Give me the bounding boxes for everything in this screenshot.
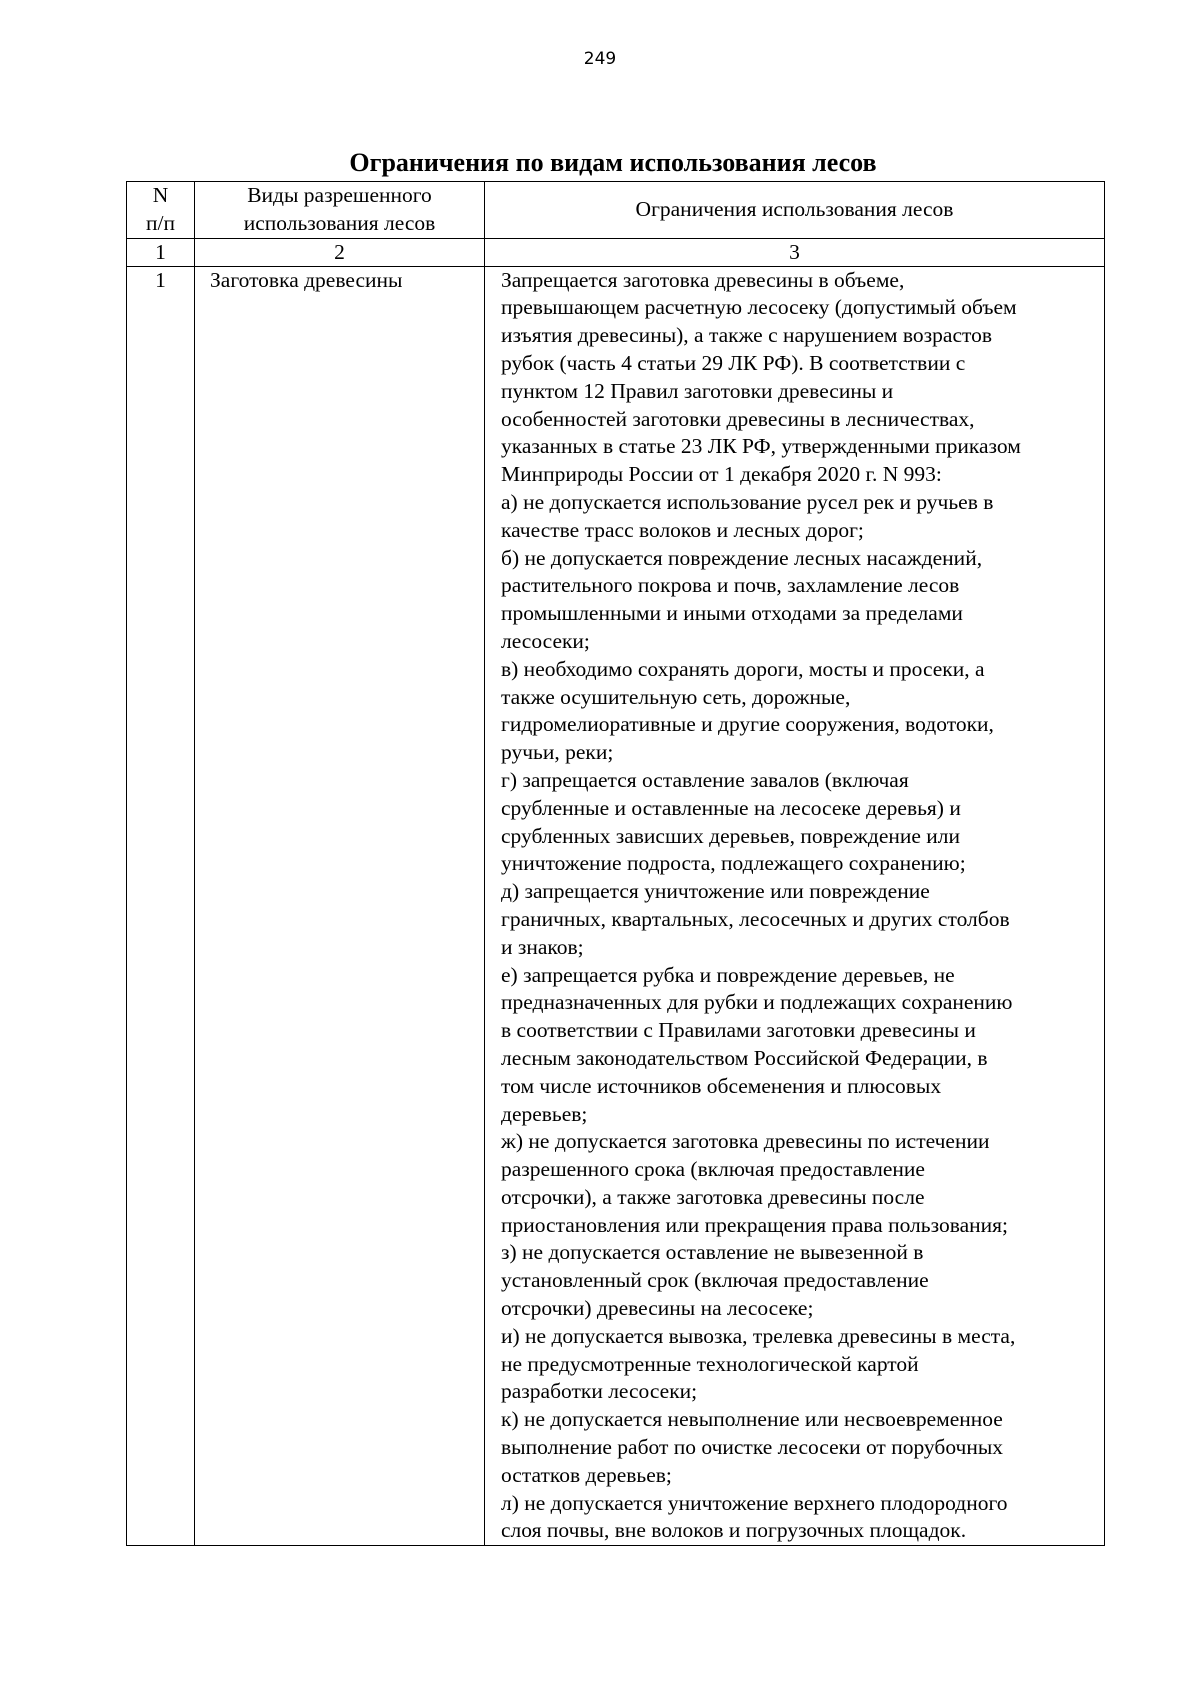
restriction-text-line: превышающем расчетную лесосеку (допустимый объем [501,295,1017,320]
restriction-text-line: г) запрещается оставление завалов (включая [501,767,909,792]
restriction-text-line: предназначенных для рубки и подлежащих сохранению [501,990,1013,1015]
restriction-text-line: з) не допускается оставление не вывезенной в [501,1240,924,1265]
restriction-text-line: гидромелиоративные и другие сооружения, водотоки, [501,712,994,737]
restriction-text-line: в соответствии с Правилами заготовки древесины и [501,1018,976,1043]
header-number-line1: N [152,183,169,207]
column-number-1: 1 [127,238,195,266]
restriction-text-line: рубок (часть 4 статьи 29 ЛК РФ). В соответствии с [501,350,966,375]
header-kind [195,182,485,239]
column-number-row [127,238,1105,266]
restriction-text-line: ручьи, реки; [501,740,614,765]
restriction-text-line: особенностей заготовки древесины в лесничествах, [501,406,975,431]
restriction-text-line: е) запрещается рубка и повреждение деревьев, не [501,962,955,987]
restriction-text-line: выполнение работ по очистке лесосеки от порубочных [501,1435,1004,1460]
restriction-text-line: л) не допускается уничтожение верхнего плодородного [501,1490,1008,1515]
restriction-text-line: приостановления или прекращения права пользования; [501,1212,1008,1237]
restriction-text-line: отсрочки) древесины на лесосеке; [501,1296,814,1321]
restriction-text-line: пунктом 12 Правил заготовки древесины и [501,378,894,403]
column-number-2: 2 [195,238,485,266]
row-number: 1 [127,266,195,1546]
restriction-text-line: лесосеки; [501,628,590,653]
column-number-3: 3 [485,238,1105,266]
restriction-text-line: Запрещается заготовка древесины в объеме, [501,267,905,292]
document-title: Ограничения по видам использования лесов [349,148,877,177]
restriction-text-line: в) необходимо сохранять дороги, мосты и просеки, а [501,656,985,681]
header-restrictions-label: Ограничения использования лесов [635,196,954,221]
restriction-text-line: установленный срок (включая предоставление [501,1268,929,1293]
restriction-text-line: изъятия древесины), а также с нарушением возрастов [501,323,993,348]
restriction-text-line: растительного покрова и почв, захламление лесов [501,573,960,598]
restriction-text-line: остатков деревьев; [501,1462,672,1487]
restriction-text-line: деревьев; [501,1101,588,1126]
header-kind-line2: использования лесов [243,210,436,235]
header-number [127,182,195,239]
row-restrictions-text [485,266,1105,1546]
restriction-text-line: слоя почвы, вне волоков и погрузочных площадок. [501,1518,967,1543]
restriction-text-line: к) не допускается невыполнение или несвоевременное [501,1407,1003,1432]
restriction-text-line: том числе источников обсеменения и плюсовых [501,1073,942,1098]
restrictions-table [126,181,1105,1546]
restriction-text-line: не предусмотренные технологической картой [501,1351,919,1376]
restriction-text-line: д) запрещается уничтожение или повреждение [501,879,930,904]
restriction-text-line: срубленных зависших деревьев, повреждение или [501,823,961,848]
table-header-row [127,182,1105,239]
restriction-text-line: промышленными и иными отходами за пределами [501,601,963,626]
restriction-text-line: указанных в статье 23 ЛК РФ, утвержденными приказом [501,434,1021,459]
header-restrictions [485,182,1105,239]
restriction-text-line: и) не допускается вывозка, трелевка древесины в места, [501,1323,1016,1348]
restriction-text-line: б) не допускается повреждение лесных насаждений, [501,545,983,570]
row-kind: Заготовка древесины [195,266,485,1546]
restriction-text-line: ж) не допускается заготовка древесины по истечении [501,1129,990,1154]
table-row [127,266,1105,1546]
header-kind-line1: Виды разрешенного [247,183,432,207]
restriction-text-line: разрешенного срока (включая предоставление [501,1157,925,1182]
restriction-text-line: граничных, квартальных, лесосечных и других столбов [501,906,1010,931]
restriction-text-line: качестве трасс волоков и лесных дорог; [501,517,864,542]
restriction-text-line: разработки лесосеки; [501,1379,698,1404]
restriction-text-line: уничтожение подроста, подлежащего сохранению; [501,851,966,876]
page-number: 249 [583,49,617,69]
restriction-text-line: Минприроды России от 1 декабря 2020 г. N 993: [501,462,942,487]
restriction-text-line: также осушительную сеть, дорожные, [501,684,851,709]
restriction-text-line: а) не допускается использование русел рек и ручьев в [501,489,994,514]
restriction-text-line: лесным законодательством Российской Федерации, в [501,1045,988,1070]
restriction-text-line: и знаков; [501,934,584,959]
restriction-text-line: отсрочки), а также заготовка древесины после [501,1184,925,1209]
header-number-line2: п/п [146,210,175,235]
restriction-text-line: срубленные и оставленные на лесосеке деревья) и [501,795,961,820]
